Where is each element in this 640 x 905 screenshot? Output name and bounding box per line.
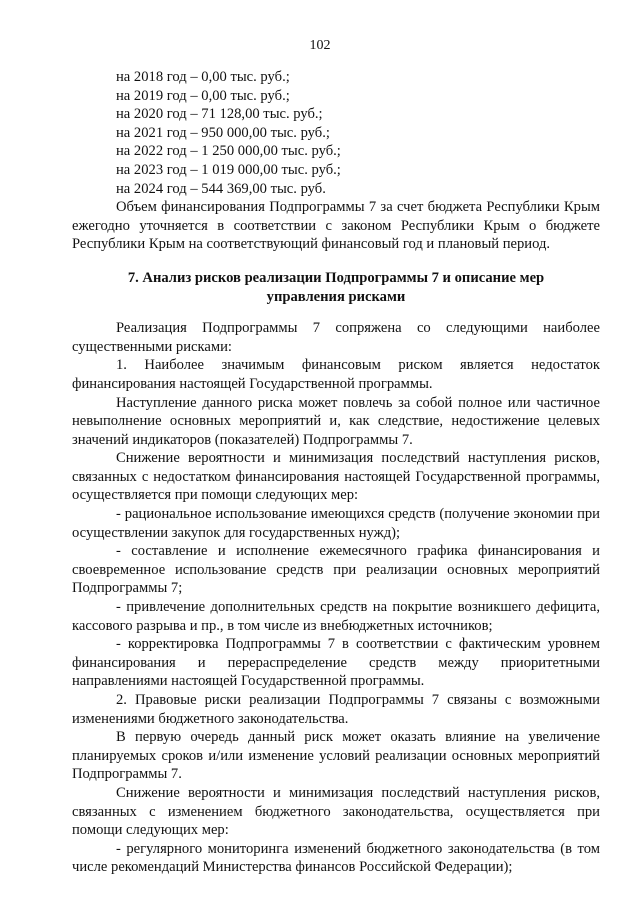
page-number: 102 — [309, 38, 331, 53]
financing-line: на 2018 год – 0,00 тыс. руб.; — [116, 69, 290, 85]
section-title-line-1: 7. Анализ рисков реализации Подпрограммы 7 и описание мер — [127, 269, 545, 286]
paragraph: - регулярного мониторинга изменений бюджетного законодательства (в том числе рекомендаций Министерства финансов Российской Федерации); — [72, 840, 600, 876]
section-title — [72, 269, 600, 306]
paragraph: 1. Наиболее значимым финансовым риском является недостаток финансирования настоящей Государственной программы. — [72, 357, 600, 392]
financing-line: на 2023 год – 1 019 000,00 тыс. руб.; — [116, 161, 341, 178]
financing-line: на 2021 год – 950 000,00 тыс. руб.; — [116, 124, 330, 141]
paragraph: Наступление данного риска может повлечь за собой полное или частичное невыполнение основных мероприятий и, как следствие, недостижение целевых значений индикаторов (показателей) Подпрограммы 7. — [72, 394, 600, 448]
financing-line: на 2022 год – 1 250 000,00 тыс. руб.; — [116, 143, 341, 160]
paragraph: - корректировка Подпрограммы 7 в соответствии с фактическим уровнем финансирования и перераспределение средств между приоритетными направлениями настоящей Государственной программы. — [72, 636, 600, 690]
paragraph: - привлечение дополнительных средств на покрытие возникшего дефицита, кассового разрыва и пр., в том числе из внебюджетных источников; — [72, 599, 600, 634]
financing-line: на 2019 год – 0,00 тыс. руб.; — [116, 87, 290, 104]
paragraph: Снижение вероятности и минимизация последствий наступления рисков, связанных с недостатком финансирования настоящей Государственной программы, осуществляется при помощи следующих мер: — [72, 450, 600, 504]
section-title-line-2: управления рисками — [266, 288, 406, 305]
paragraph: Реализация Подпрограммы 7 сопряжена со следующими наиболее существенными рисками: — [72, 320, 600, 355]
paragraph: 2. Правовые риски реализации Подпрограммы 7 связаны с возможными изменениями бюджетного законодательства. — [72, 692, 600, 727]
paragraph: - составление и исполнение ежемесячного графика финансирования и своевременное использование средств при реализации основных мероприятий Подпрограммы 7; — [72, 543, 600, 597]
paragraph: В первую очередь данный риск может оказать влияние на увеличение планируемых сроков и/или изменение условий реализации основных мероприятий Подпрограммы 7. — [72, 729, 600, 783]
paragraph: - рациональное использование имеющихся средств (получение экономии при осуществлении закупок для государственных нужд); — [72, 506, 600, 541]
paragraph: Снижение вероятности и минимизация последствий наступления рисков, связанных с изменением бюджетного законодательства, осуществляется при помощи следующих мер: — [72, 784, 600, 839]
financing-list — [72, 68, 600, 198]
page-content — [72, 68, 600, 877]
financing-line: на 2020 год – 71 128,00 тыс. руб.; — [116, 106, 323, 123]
financing-line: на 2024 год – 544 369,00 тыс. руб. — [116, 180, 326, 197]
financing-paragraph: Объем финансирования Подпрограммы 7 за счет бюджета Республики Крым ежегодно уточняется в соответствии с законом Республики Крым о бюджете Республики Крым на соответствующий финансовый год и плановый период. — [72, 199, 600, 253]
